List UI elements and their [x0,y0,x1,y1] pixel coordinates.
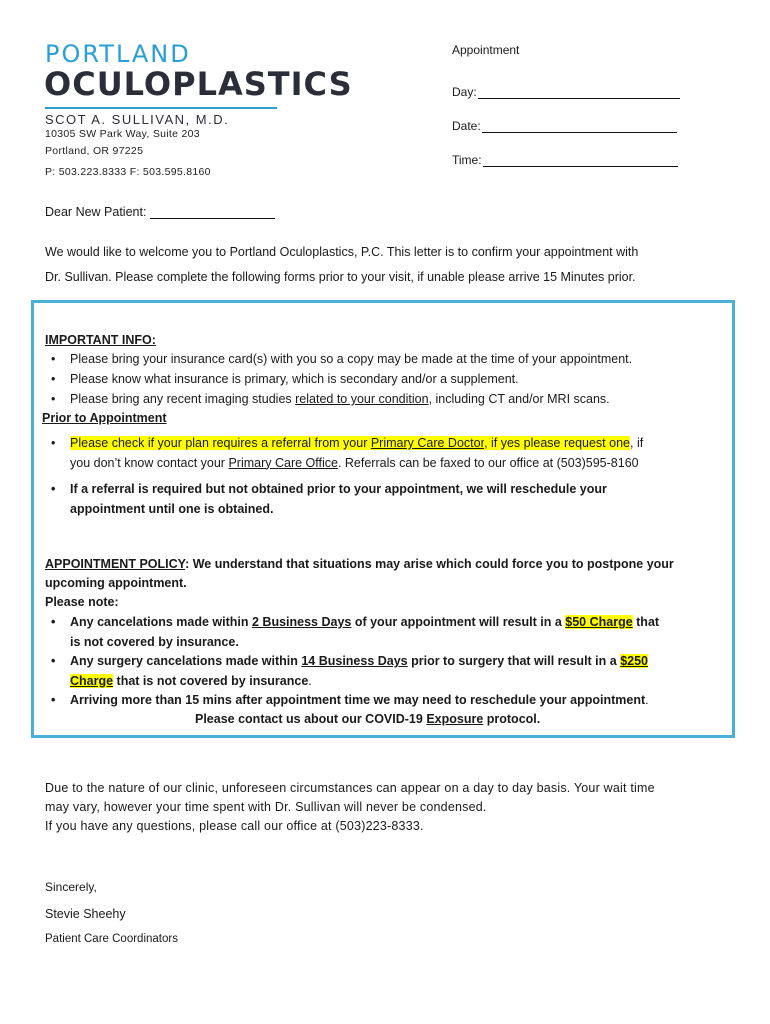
text: Any surgery cancelations made within [70,654,302,668]
text: of your appointment will result in a [351,615,566,629]
text: Arriving more than 15 mins after appointment time we may need to reschedule your appointment [70,693,646,707]
time-label: Time: [452,153,482,167]
important-info-box [31,300,735,738]
list-item [70,652,720,691]
greeting-text: Dear New Patient: [45,205,147,219]
charge-amount: $50 Charge [565,615,633,629]
text: Please bring any recent imaging studies [70,392,296,406]
highlighted-text: Please check if your plan requires a referral from your [70,436,371,450]
day-label: Day: [452,85,477,99]
footer-paragraph [45,779,735,836]
text: , including CT and/or MRI scans. [428,392,610,406]
list-item: • Please know what insurance is primary, which is secondary and/or a supplement. [70,370,720,390]
text: that [632,615,660,629]
text: , if [630,436,644,450]
highlighted-text: , if yes please request one [484,436,630,450]
charge-amount: Charge [70,673,114,688]
policy-heading: APPOINTMENT POLICY [45,557,186,571]
list-item [70,613,720,652]
text: upcoming appointment. [45,576,187,590]
list-item [70,691,720,711]
appointment-title: Appointment [452,43,520,57]
charge-amount: $250 [620,654,648,668]
logo-oculoplastics-text: OCULOPLASTICS [44,65,353,103]
text: that is not covered by insurance [113,673,309,688]
list-item [70,434,720,473]
intro-paragraph [45,240,735,289]
covid-note [195,710,540,729]
closing: Sincerely, [45,880,97,894]
date-blank-line[interactable] [482,120,677,133]
text: you don’t know contact your [70,455,229,470]
list-item [70,480,720,519]
logo-portland-text: PORTLAND [45,40,191,68]
please-note: Please note: [45,595,119,609]
text: . [645,693,649,707]
text: related to your condition [295,392,429,406]
text: Please contact us about our COVID-19 [195,712,427,726]
text: Any cancelations made within [70,615,252,629]
date-field[interactable] [452,119,677,133]
intro-line: Dr. Sullivan. Please complete the following forms prior to your visit, if unable please arrive 15 Minutes prior. [45,269,636,284]
text: 2 Business Days [252,615,352,629]
logo-divider [45,107,277,109]
prior-heading: Prior to Appointment [42,411,167,425]
footer-line: Due to the nature of our clinic, unforeseen circumstances can appear on a day to day basis. Your wait time [45,781,655,795]
list-item [70,390,720,410]
address-street: 10305 SW Park Way, Suite 203 [45,128,200,140]
signer-title: Patient Care Coordinators [45,933,178,945]
important-heading: IMPORTANT INFO: [45,333,156,347]
text: Exposure [426,712,484,726]
highlighted-text: Primary Care Doctor [370,436,485,450]
text: appointment until one is obtained. [70,501,274,516]
text: : We understand that situations may arise which could force you to postpone your [185,557,674,571]
time-blank-line[interactable] [483,154,678,167]
footer-line: If you have any questions, please call our office at (503)223-8333. [45,819,424,833]
time-field[interactable] [452,153,678,167]
policy-intro [45,555,715,612]
text: If a referral is required but not obtained prior to your appointment, we will reschedule your [70,482,607,496]
text: prior to surgery that will result in a [407,654,621,668]
day-field[interactable] [452,85,680,99]
greeting [45,205,275,219]
text: . [308,673,312,688]
day-blank-line[interactable] [478,86,680,99]
text: Primary Care Office [228,455,338,470]
list-item: • Please bring your insurance card(s) with you so a copy may be made at the time of your appointment. [70,350,720,370]
date-label: Date: [452,119,481,133]
patient-name-blank-line[interactable] [150,205,275,219]
doctor-name: SCOT A. SULLIVAN, M.D. [45,112,230,127]
signer-name: Stevie Sheehy [45,907,126,921]
text: . Referrals can be faxed to our office at (503)595-8160 [337,455,639,470]
text: 14 Business Days [301,654,408,668]
footer-line: may vary, however your time spent with Dr. Sullivan will never be condensed. [45,800,487,814]
address-city: Portland, OR 97225 [45,145,144,157]
text: protocol. [483,712,541,726]
intro-line: We would like to welcome you to Portland Oculoplastics, P.C. This letter is to confirm your appointment with [45,245,639,259]
text: is not covered by insurance. [70,634,239,649]
address-phones: P: 503.223.8333 F: 503.595.8160 [45,166,211,178]
